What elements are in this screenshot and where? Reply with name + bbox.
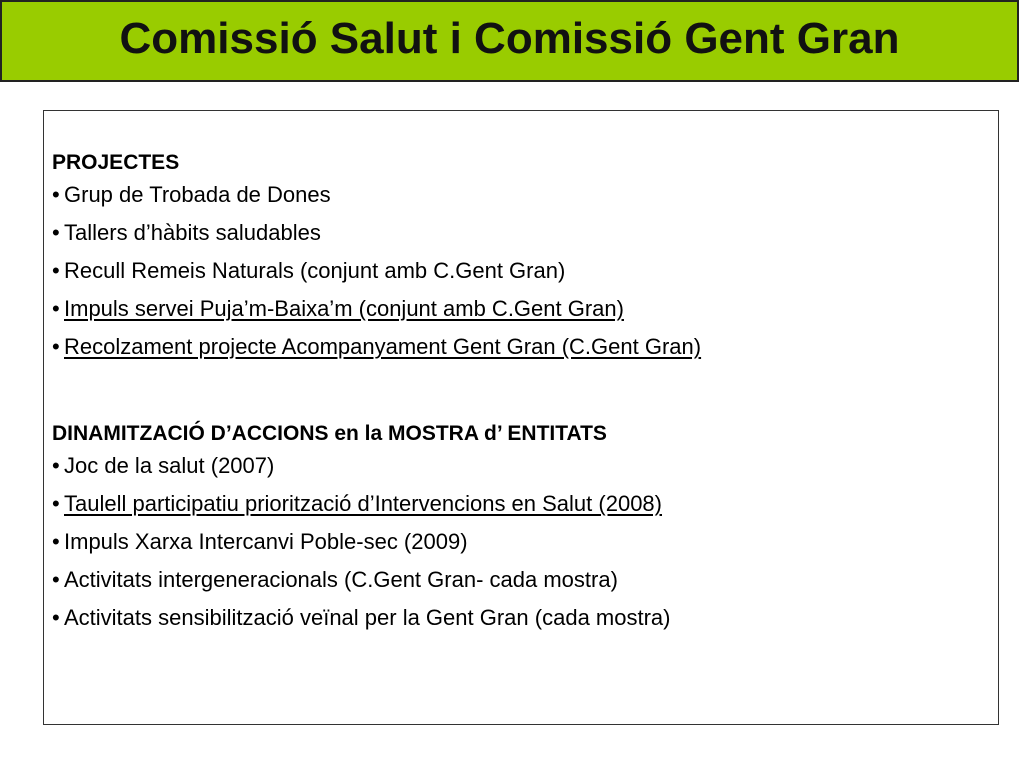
section-projectes — [52, 151, 701, 359]
bullet-icon: • — [52, 491, 60, 516]
list-item-text: Activitats intergeneracionals (C.Gent Gran- cada mostra) — [64, 567, 618, 592]
list-item-text: Impuls servei Puja’m-Baixa’m (conjunt amb C.Gent Gran) — [64, 296, 624, 321]
list-item-text: Recull Remeis Naturals (conjunt amb C.Gent Gran) — [64, 258, 566, 283]
section-dinamitzacio — [52, 422, 670, 630]
bullet-icon: • — [52, 296, 60, 321]
list-item — [52, 259, 701, 283]
list-item — [52, 297, 701, 321]
bullet-icon: • — [52, 453, 60, 478]
bullet-icon: • — [52, 605, 60, 630]
list-item — [52, 454, 670, 478]
list-item — [52, 335, 701, 359]
list-item-text: Impuls Xarxa Intercanvi Poble-sec (2009) — [64, 529, 468, 554]
list-item-text: Tallers d’hàbits saludables — [64, 220, 321, 245]
list-item-text: Activitats sensibilització veïnal per la Gent Gran (cada mostra) — [64, 605, 671, 630]
bullet-icon: • — [52, 529, 60, 554]
bullet-icon: • — [52, 567, 60, 592]
bullet-icon: • — [52, 334, 60, 359]
bullet-icon: • — [52, 220, 60, 245]
bullet-icon: • — [52, 258, 60, 283]
list-item — [52, 183, 701, 207]
list-item — [52, 530, 670, 554]
bullet-icon: • — [52, 182, 60, 207]
list-item-text: Grup de Trobada de Dones — [64, 182, 331, 207]
list-item — [52, 492, 670, 516]
list-item-text: Taulell participatiu priorització d’Intervencions en Salut (2008) — [64, 491, 662, 516]
page-title: Comissió Salut i Comissió Gent Gran — [119, 14, 900, 63]
section-heading: DINAMITZACIÓ D’ACCIONS en la MOSTRA d’ ENTITATS — [52, 422, 607, 445]
list-item — [52, 221, 701, 245]
section-heading: PROJECTES — [52, 151, 180, 174]
list-item-text: Recolzament projecte Acompanyament Gent Gran (C.Gent Gran) — [64, 334, 702, 359]
content-box — [43, 110, 999, 725]
list-item — [52, 568, 670, 592]
list-item — [52, 606, 670, 630]
list-item-text: Joc de la salut (2007) — [64, 453, 275, 478]
title-bar — [0, 0, 1019, 82]
